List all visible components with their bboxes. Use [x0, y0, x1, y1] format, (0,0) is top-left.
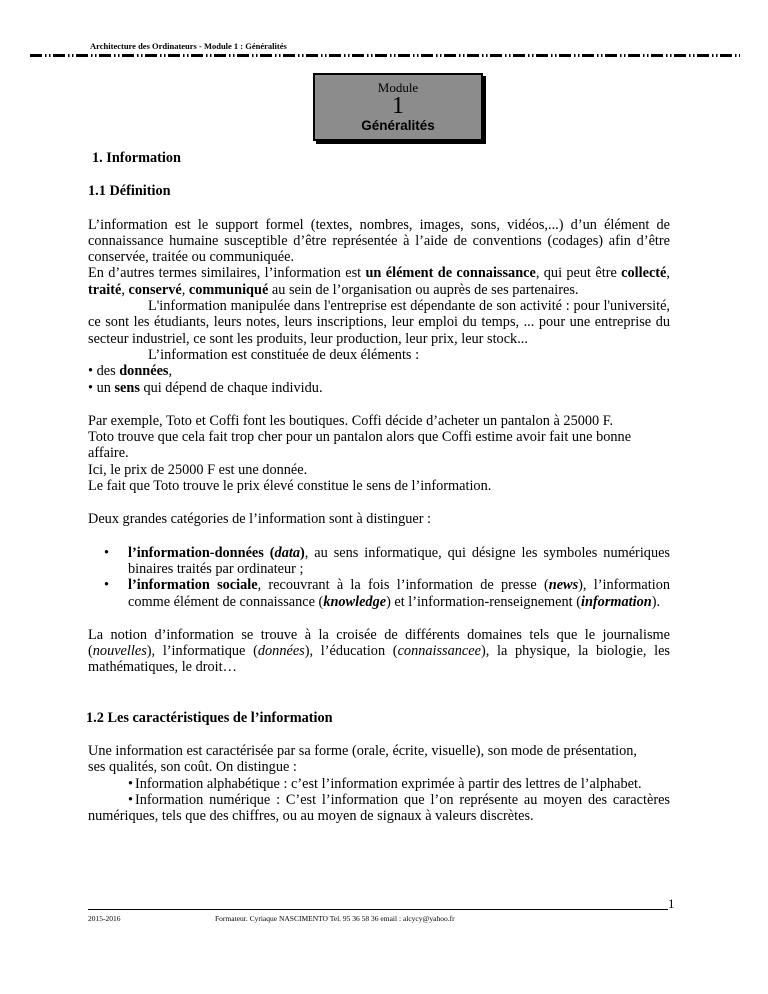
categories-intro: Deux grandes catégories de l’information sont à distinguer : — [88, 511, 432, 528]
example-line: Ici, le prix de 25000 F est une donnée. — [88, 461, 308, 478]
footer-year: 2015-2016 — [88, 914, 121, 923]
element-item-donnees: • des données, — [88, 363, 173, 380]
notion-paragraph: La notion d’information se trouve à la croisée de différents domaines tels que le journalisme (nouvelles), l’informatique (données), l’éducation (connaissancee), la physique, la biologie, les mathématiques, le droit… — [88, 626, 670, 676]
module-label: Module — [377, 80, 419, 95]
subsection-heading-definition: 1.1 Définition — [88, 183, 171, 200]
characteristics-intro: Une information est caractérisée par sa forme (orale, écrite, visuelle), son mode de présentation, ses qualités, son coût. On distingue : — [88, 743, 638, 776]
footer-author-info: Formateur. Cyriaque NASCIMENTO Tel. 95 36 58 36 email : alcycy@yahoo.fr — [215, 914, 455, 923]
similar-terms-paragraph: En d’autres termes similaires, l’information est un élément de connaissance, qui peut être collecté, traité, conservé, communiqué au sein de l’organisation ou auprès de ses partenaires. — [88, 265, 670, 298]
characteristic-item-numeric: • Information numérique : C’est l’information que l’on représente au moyen des caractères numériques, tels que des chiffres, ou au moyen de signaux à valeurs discrètes. — [88, 791, 670, 825]
example-line: Par exemple, Toto et Coffi font les boutiques. Coffi décide d’acheter un pantalon à 25000 F. — [88, 412, 614, 429]
footer-rule — [88, 909, 668, 910]
module-title: Généralités — [361, 118, 435, 133]
module-title-box — [313, 73, 483, 141]
header-dash-dot-rule — [30, 54, 740, 57]
example-line: Toto trouve que cela fait trop cher pour un pantalon alors que Coffi estime avoir fait une bonne affaire. — [88, 429, 632, 462]
page-number: 1 — [668, 896, 675, 911]
bullet-icon: • — [128, 775, 134, 792]
definition-paragraph: L’information est le support formel (textes, nombres, images, sons, vidéos,...) d’un élément de connaissance humaine susceptible d’être représentée à l’aide de conventions (codages) afin d’être conservée, traitée ou communiquée. — [88, 216, 670, 266]
category-item-data: • l’information-données (data), au sens informatique, qui désigne les symboles numériques binaires traités par ordinateur ; — [128, 545, 670, 578]
characteristic-item-alphabetic: • Information alphabétique : c’est l’information exprimée à partir des lettres de l’alphabet. — [88, 776, 670, 792]
section-heading-information: 1. Information — [92, 150, 181, 166]
enterprise-information-paragraph: L'information manipulée dans l'entreprise est dépendante de son activité : pour l'université, ce sont les étudiants, leurs notes, leurs inscriptions, leur emploi du temps, ... pour une entreprise du secteur industriel, ce sont les produits, leur production, leur prix, leur stock... — [88, 298, 670, 347]
running-header: Architecture des Ordinateurs - Module 1 : Généralités — [90, 41, 287, 51]
module-number: 1 — [392, 93, 404, 119]
document-body — [88, 150, 670, 825]
categories-list — [88, 545, 670, 610]
category-item-social: • l’information sociale, recouvrant à la fois l’information de presse (news), l’information comme élément de connaissance (knowledge) et l’information-renseignement (information). — [128, 577, 670, 610]
example-line: Le fait que Toto trouve le prix élevé constitue le sens de l’information. — [88, 478, 492, 495]
element-item-sens: • un sens qui dépend de chaque individu. — [88, 379, 323, 396]
bullet-icon: • — [128, 791, 134, 808]
two-elements-intro: L’information est constituée de deux éléments : — [148, 346, 420, 363]
subsection-heading-characteristics: 1.2 Les caractéristiques de l’information — [86, 709, 333, 726]
